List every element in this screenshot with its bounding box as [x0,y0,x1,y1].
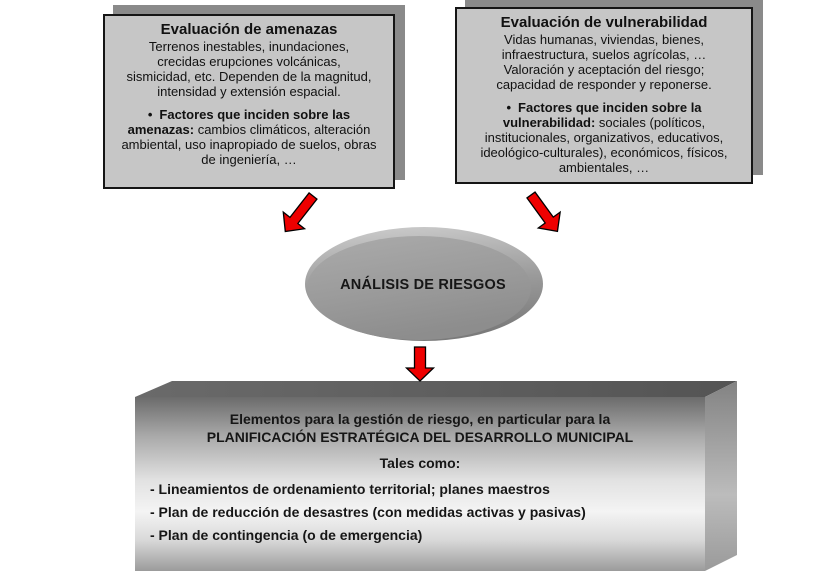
plan-item: - Plan de contingencia (o de emergencia) [150,527,423,543]
vulnerabilidad-body [463,32,745,92]
plan-box-top-face [135,381,737,397]
vulnerabilidad-box [455,7,753,184]
plan-item: - Plan de reducción de desastres (con medidas activas y pasivas) [150,504,586,520]
vulnerabilidad-bullet-text: sociales (políticos, institucionales, organizativos, educativos, ideológico-culturales), económicos, físicos, ambientales, … [480,115,728,175]
body-line: Terrenos inestables, inundaciones, [148,39,350,54]
amenazas-bullet-lead: Factores que inciden sobre las amenazas: [127,107,351,137]
body-line: crecidas erupciones volcánicas, [157,54,341,69]
arrow-vulnerabilidad-to-analisis [520,187,568,239]
vulnerabilidad-bullet [472,100,736,175]
vulnerabilidad-title: Evaluación de vulnerabilidad [500,14,708,31]
plan-title-line2: PLANIFICACIÓN ESTRATÉGICA DEL DESARROLLO MUNICIPAL [206,429,634,445]
plan-box-text [135,397,705,571]
bullet-icon: • [147,107,153,122]
plan-box-right-face [705,381,737,571]
plan-subtitle: Tales como: [379,455,461,471]
plan-item-list [135,478,705,547]
risk-ellipse-label: ANÁLISIS DE RIESGOS [340,277,506,293]
body-line: capacidad de responder y reponerse. [496,77,712,92]
body-line: infraestructura, suelos agrícolas, … [501,47,707,62]
vulnerabilidad-bullet-lead: Factores que inciden sobre la vulnerabilidad: [502,100,702,130]
amenazas-title: Evaluación de amenazas [160,21,338,38]
arrow-amenazas-to-analisis [275,188,324,240]
body-line: Valoración y aceptación del riesgo; [503,62,705,77]
amenazas-box [103,14,395,189]
plan-title-line1: Elementos para la gestión de riesgo, en particular para la [229,411,611,427]
body-line: intensidad y extensión espacial. [157,84,341,99]
plan-item: - Lineamientos de ordenamiento territorial; planes maestros [150,481,550,497]
bullet-icon: • [506,100,512,115]
body-line: Vidas humanas, viviendas, bienes, [504,32,704,47]
body-line: sismicidad, etc. Dependen de la magnitud, [126,69,372,84]
amenazas-bullet-text: cambios climáticos, alteración ambiental, uso inapropiado de suelos, obras de ingeniería, … [121,122,377,167]
arrow-analisis-to-plan [407,347,434,381]
amenazas-bullet [117,107,381,167]
amenazas-body [111,39,387,99]
